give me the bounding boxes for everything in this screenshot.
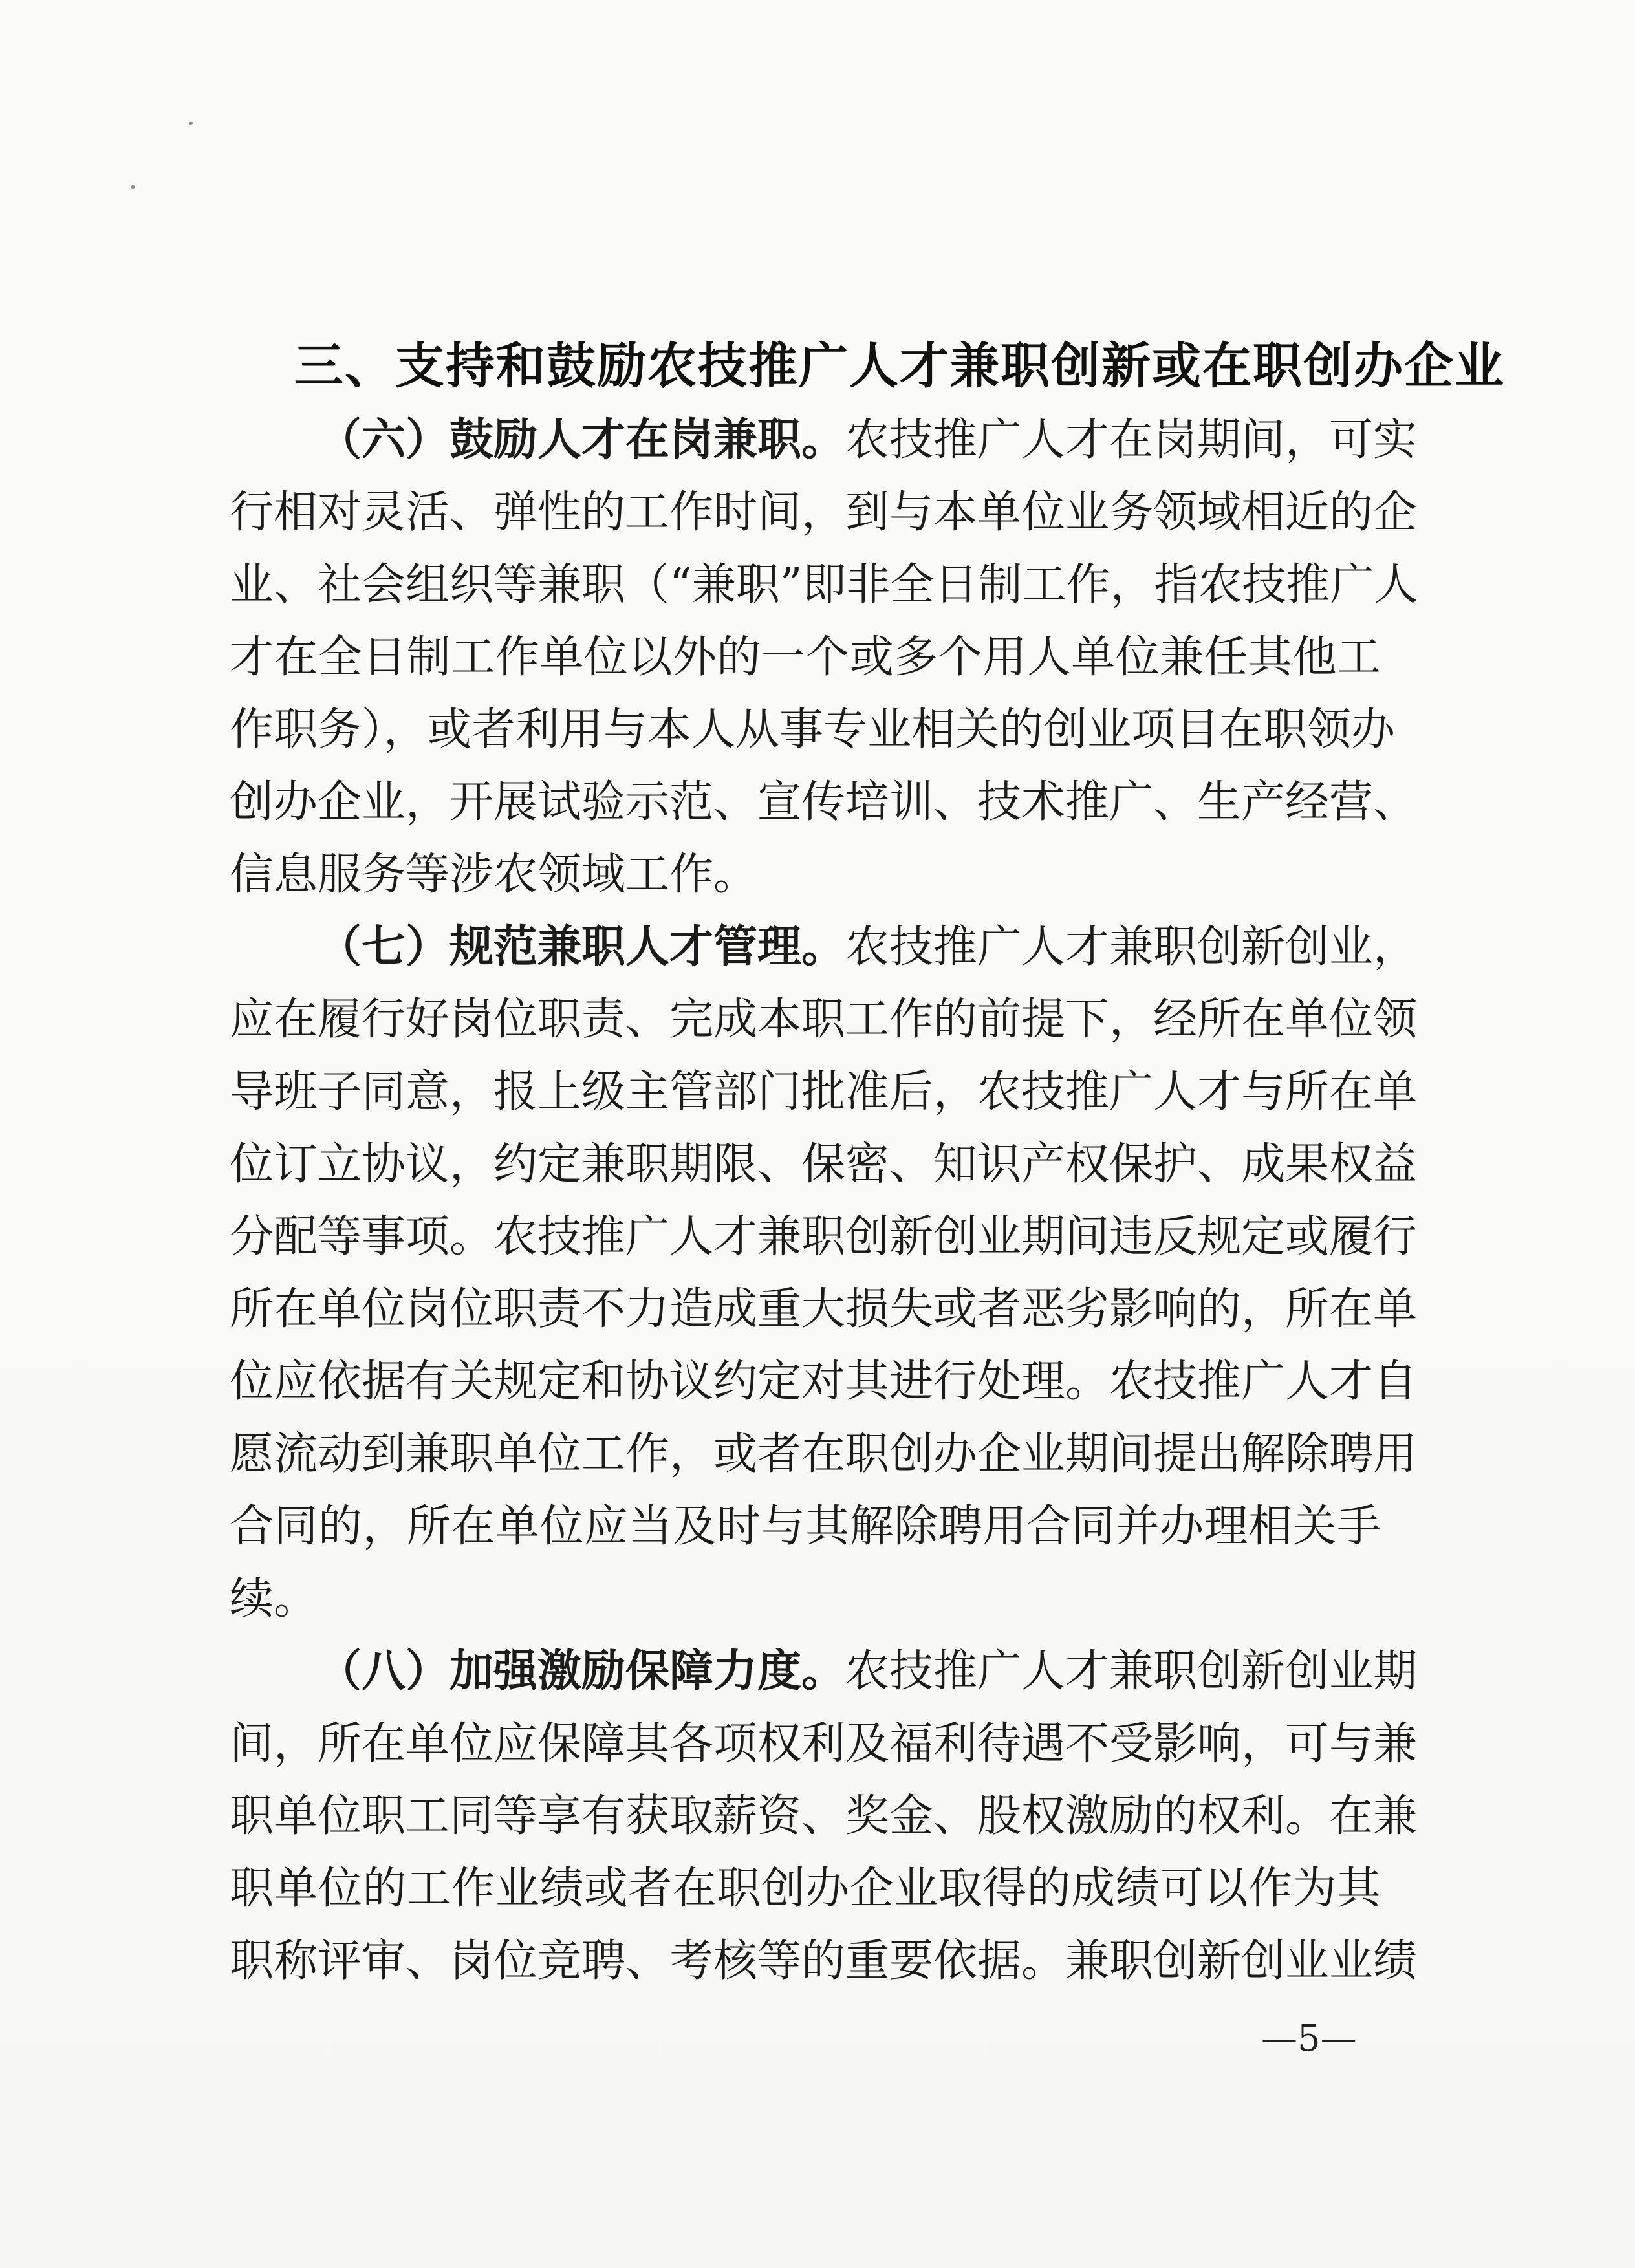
- paragraph-first-line: [230, 911, 1418, 984]
- scan-speck: [131, 185, 135, 189]
- paragraph-line: 位应依据有关规定和协议约定对其进行处理。农技推广人才自: [230, 1356, 1418, 1407]
- paragraph-lead: （八）加强激励保障力度。: [318, 1646, 846, 1697]
- paragraph-line: 职单位的工作业绩或者在职创办企业取得的成绩可以作为其: [230, 1863, 1381, 1914]
- scan-speck: [189, 122, 193, 125]
- paragraph-6: [230, 404, 1418, 911]
- page-number: —5—: [1261, 2018, 1357, 2060]
- paragraph-line: 续。: [230, 1573, 318, 1625]
- paragraph-line: 愿流动到兼职单位工作，或者在职创办企业期间提出解除聘用: [230, 1429, 1418, 1480]
- paragraph-line: 信息服务等涉农领域工作。: [230, 849, 758, 900]
- paragraph-line: 职称评审、岗位竞聘、考核等的重要依据。兼职创新创业业绩: [230, 1936, 1418, 1987]
- paragraph-lead: （七）规范兼职人才管理。: [318, 922, 846, 973]
- paragraph-line: 创办企业，开展试验示范、宣传培训、技术推广、生产经营、: [230, 777, 1418, 828]
- paragraph-line: 农技推广人才在岗期间，可实: [845, 415, 1418, 466]
- paragraph-line: 应在履行好岗位职责、完成本职工作的前提下，经所在单位领: [230, 994, 1418, 1045]
- paragraph-line: 作职务），或者利用与本人从事专业相关的创业项目在职领办: [230, 704, 1396, 755]
- paragraph-line: 职单位职工同等享有获取薪资、奖金、股权激励的权利。在兼: [230, 1791, 1418, 1842]
- section-heading: 三、支持和鼓励农技推广人才兼职创新或在职创办企业: [294, 337, 1505, 394]
- body-text: [230, 404, 1418, 1998]
- paragraph-line: 导班子同意，报上级主管部门批准后，农技推广人才与所在单: [230, 1066, 1418, 1118]
- paragraph-line: 行相对灵活、弹性的工作时间，到与本单位业务领域相近的企: [230, 487, 1418, 538]
- paragraph-lead: （六）鼓励人才在岗兼职。: [318, 415, 846, 466]
- paragraph-line: 分配等事项。农技推广人才兼职创新创业期间违反规定或履行: [230, 1211, 1418, 1262]
- paragraph-line: 位订立协议，约定兼职期限、保密、知识产权保护、成果权益: [230, 1139, 1418, 1190]
- paragraph-line: 间，所在单位应保障其各项权利及福利待遇不受影响，可与兼: [230, 1718, 1418, 1769]
- paragraph-7: [230, 911, 1418, 1636]
- paragraph-8: [230, 1636, 1418, 1998]
- paragraph-first-line: [230, 1636, 1418, 1708]
- paragraph-line: 才在全日制工作单位以外的一个或多个用人单位兼任其他工: [230, 632, 1381, 683]
- paragraph-first-line: [230, 404, 1418, 477]
- paragraph-line: 农技推广人才兼职创新创业，: [845, 922, 1418, 973]
- paragraph-line: 农技推广人才兼职创新创业期: [845, 1646, 1418, 1697]
- paragraph-line: 所在单位岗位职责不力造成重大损失或者恶劣影响的，所在单: [230, 1284, 1418, 1335]
- paragraph-line: 业、社会组织等兼职（“兼职”即非全日制工作，指农技推广人: [230, 559, 1418, 610]
- paragraph-line: 合同的，所在单位应当及时与其解除聘用合同并办理相关手: [230, 1501, 1381, 1552]
